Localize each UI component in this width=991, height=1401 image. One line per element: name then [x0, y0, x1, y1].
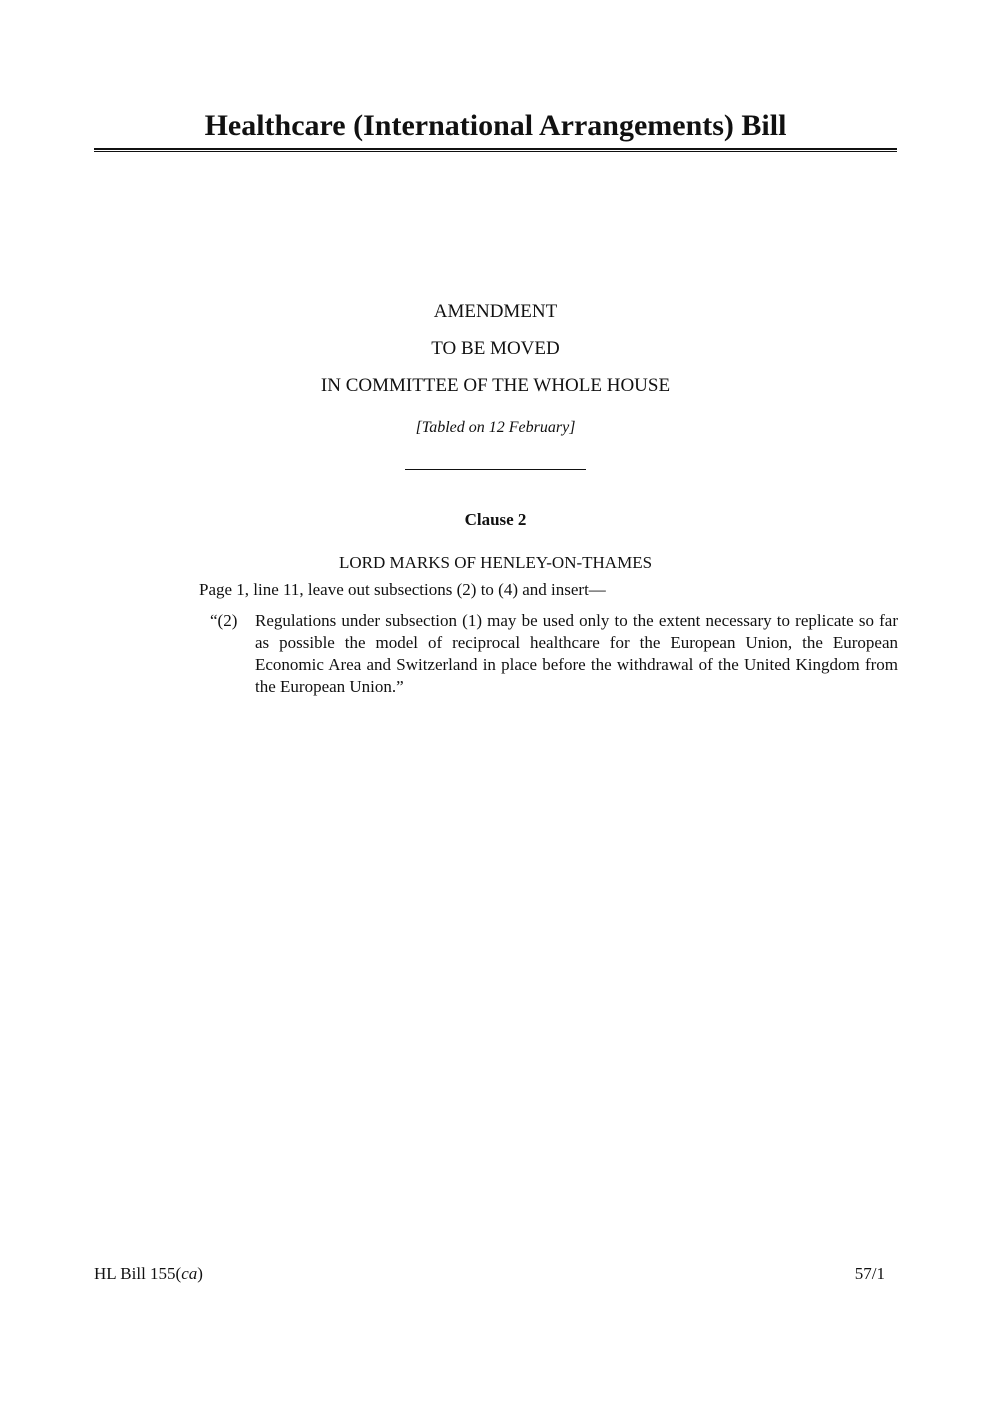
inserted-subsection [210, 610, 898, 698]
subsection-text: Regulations under subsection (1) may be used only to the extent necessary to replicate so far as possible the model of reciprocal healthcare for the European Union, the European Economic Area and Switzerland in place before the withdrawal of the United Kingdom from the European Union.” [255, 611, 898, 696]
heading-to-be-moved: TO BE MOVED [431, 338, 560, 359]
bill-title: Healthcare (International Arrangements) Bill [204, 109, 787, 142]
clause-heading: Clause 2 [464, 510, 527, 529]
amendment-instruction: Page 1, line 11, leave out subsections (2) to (4) and insert— [199, 580, 606, 599]
section-divider [405, 469, 586, 470]
heading-committee: IN COMMITTEE OF THE WHOLE HOUSE [320, 375, 671, 396]
heading-amendment: AMENDMENT [433, 301, 558, 322]
bill-reference-prefix: HL Bill 155( [94, 1264, 182, 1283]
page-reference: 57/1 [854, 1264, 885, 1283]
tabled-date: [Tabled on 12 February] [415, 419, 576, 436]
subsection-number: “(2) [210, 611, 238, 630]
bill-reference-suffix: ) [197, 1264, 203, 1283]
bill-reference-italic: ca [181, 1264, 198, 1283]
title-double-rule [94, 148, 897, 152]
bill-reference [94, 1263, 203, 1285]
amendment-mover: LORD MARKS OF HENLEY-ON-THAMES [338, 553, 653, 572]
